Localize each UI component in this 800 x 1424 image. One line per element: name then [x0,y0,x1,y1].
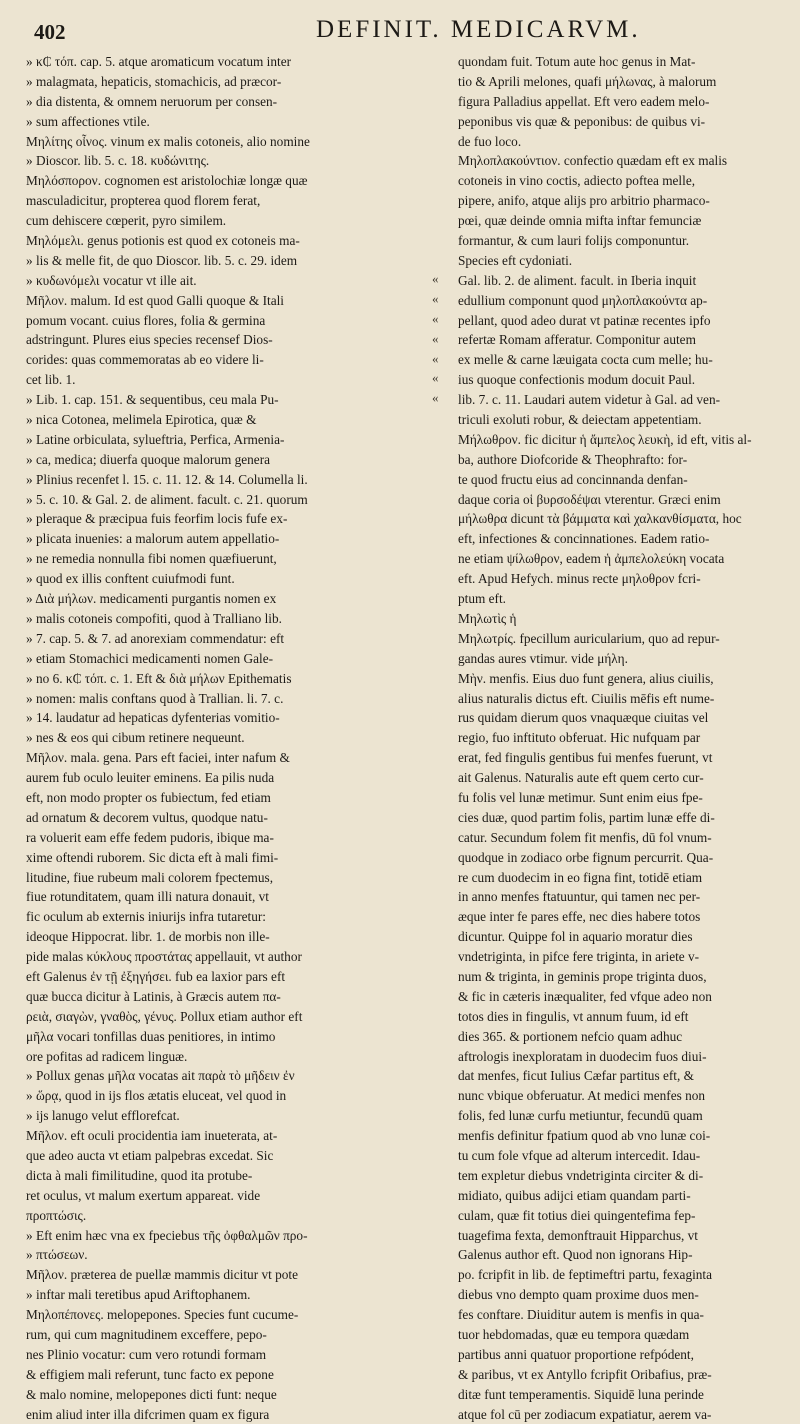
text-line: & fic in cæteris inæqualiter, fed vfque adeo non [458,988,712,1004]
text-line: pide malas κύκλους προστάτας appellauit, vt author [26,949,302,965]
text-line: regio, fuo inftituto obferuat. Hic nufquam par [458,730,701,746]
text-line: in anno menfes ftatuuntur, qui tamen nec per- [458,889,701,905]
text-line: » pleraque & præcipua fuis feorfim locis fufe ex- [26,511,288,527]
text-line: folis, fed lunæ curfu metiuntur, fecundū quam [458,1108,703,1124]
right-column [458,52,786,1422]
text-line: partibus anni quatuor proportione refpódent, [458,1346,694,1362]
text-line: tuor hebdomadas, quæ eu tempora quædam [458,1327,690,1342]
text-line: num & triginta, in geminis prope triginta duos, [458,968,707,984]
text-line: Galenus author eft. Quod non ignorans Hip- [458,1247,693,1263]
text-line: Μῆλον. præterea de puellæ mammis dicitur vt pote [26,1267,299,1283]
text-line: pipere, anifo, atque alijs pro arbitrio pharmaco- [458,193,710,209]
text-line: Μηλόμελι. genus potionis est quod ex cotoneis ma- [26,233,300,249]
text-line: tio & Aprili melones, quafi μήλωνας, à malorum [458,73,717,89]
text-line: eft Galenus ἐν τῇ ἐξηγήσει. fub ea laxior pars eft [26,968,286,984]
text-line: quondam fuit. Totum aute hoc genus in Mat- [458,54,696,69]
text-line: » ca, medica; diuerfa quoque malorum genera [26,451,271,467]
text-line: Μηλόσπορον. cognomen est aristolochiæ longæ quæ [26,173,308,189]
text-line: tuagefima fexta, demonftrauit Hipparchus, vt [458,1227,698,1243]
text-line: re cum duodecim in eo figna fint, totidē etiam [458,869,703,885]
text-line: Gal. lib. 2. de aliment. facult. in Iberia inquit [458,272,697,288]
text-line: » Dioscor. lib. 5. c. 18. κυδώνιτης. [26,153,210,169]
text-line: & malo nomine, melopepones dicti funt: neque [26,1386,277,1402]
text-line: ait Galenus. Naturalis aute eft quem certo cur- [458,770,704,786]
text-line: & paribus, vt ex Antyllo fcripfit Oribafius, præ- [458,1366,712,1382]
text-line: » 14. laudatur ad hepaticas dyfenterias vomitio- [26,710,280,726]
text-line: Μηλοπέπονες. melopepones. Species funt cucume- [26,1307,299,1323]
text-line: ideoque Hippocrat. libr. 1. de morbis non ille- [26,929,270,945]
text-line: Μηλωτρίς. fpecillum auricularium, quo ad repur- [458,630,720,646]
text-line: » πτώσεων. [26,1247,88,1263]
text-line: alius naturalis dictus eft. Ciuilis mēfis eft nume- [458,690,715,706]
text-line: » Pollux genas μῆλα vocatas ait παρὰ τὸ μῆδειν ἐν [26,1068,295,1084]
page-number: 402 [34,20,66,44]
text-line: » etiam Stomachici medicamenti nomen Gale- [26,650,274,666]
text-line: ad ornatum & decorem vultus, quodque natu- [26,809,268,825]
text-line: cum dehiscere cœperit, pyro similem. [26,213,227,229]
margin-quote-mark: « [432,370,439,386]
text-line: figura Palladius appellat. Eft vero eadem melo- [458,93,710,109]
text-line: diebus vno dempto quam proxime duos men- [458,1287,699,1303]
text-line: eft, infectiones & concinnationes. Eadem ratio- [458,531,710,547]
text-line: » Eft enim hæc vna ex fpeciebus τῆς ὀφθαλμῶν προ- [26,1227,308,1243]
text-line: ex melle & carne læuigata cocta cum melle; hu- [458,352,713,368]
text-line: ret oculus, vt malum exertum appareat. vide [26,1187,261,1203]
text-line: ne etiam ψίλωθρον, eadem ἡ ἀμπελολεύκη vocata [458,551,725,567]
text-line: προπτώσις. [26,1207,87,1223]
text-line: dicuntur. Quippe fol in aquario moratur dies [458,929,693,945]
text-line: te quod fructu eius ad concinnanda denfan- [458,471,688,487]
margin-quote-mark: « [432,390,439,406]
text-line: que adeo aucta vt etiam palpebras excedat. Sic [26,1147,274,1163]
text-line: erat, fed fingulis gentibus fui menfes fuerunt, vt [458,750,713,766]
page-header [26,12,786,50]
text-line: » malis cotoneis compofiti, quod à Tralliano lib. [26,610,282,626]
text-line: midiato, quibus adijci etiam quandam parti- [458,1187,691,1203]
text-line: quæ bucca dicitur à Latinis, à Græcis autem πα- [26,988,281,1004]
text-line: rum, qui cum magnitudinem exceffere, pepo- [26,1327,267,1342]
text-line: pœi, quæ deinde omnia mifta inftar femunciæ [458,213,702,229]
text-line: » Διὰ μήλων. medicamenti purgantis nomen ex [26,591,277,607]
text-line: » no 6. κ₵ τόπ. c. 1. Eft & διὰ μήλων Epithematis [26,670,292,686]
text-line: » inftar mali teretibus apud Ariftophanem. [26,1287,251,1303]
text-line: » nomen: malis conftans quod à Trallian. li. 7. c. [26,690,284,706]
text-line: ius quoque confectionis modum docuit Paul. [458,372,696,388]
text-line: Μὴν. menfis. Eius duo funt genera, alius ciuilis, [458,670,714,686]
text-line: & effigiem mali referunt, tunc facto ex pepone [26,1366,274,1382]
text-line: » Plinius recenfet l. 15. c. 11. 12. & 14. Columella li. [26,471,308,487]
margin-quote-mark: « [432,330,439,346]
text-line: pomum vocant. cuius flores, folia & germina [26,312,266,328]
text-line: æque inter fe pares effe, nec dies habere totos [458,909,701,925]
text-line: refertæ Romam afferatur. Componitur autem [458,332,696,348]
text-line: fes conftare. Diuiditur autem is menfis in qua- [458,1307,704,1323]
text-line: rus quidam dierum quos vnaquæque ciuitas vel [458,710,709,726]
text-line: Μηλωτὶς ἡ [458,610,517,626]
text-line: » nica Cotonea, melimela Epirotica, quæ & [26,412,257,428]
text-line: ore pofitas ad radicem linguæ. [26,1048,188,1064]
text-line: Species eft cydoniati. [458,252,573,268]
text-line: » κυδωνόμελι vocatur vt ille ait. [26,272,197,288]
text-line: totos dies in fingulis, vt annum fuum, id eft [458,1008,689,1024]
text-line: Μῆλον. mala. gena. Pars eft faciei, inter nafum & [26,750,290,766]
left-column [26,52,418,1422]
text-line: » ijs lanugo velut efflorefcat. [26,1108,180,1124]
text-line: » 5. c. 10. & Gal. 2. de aliment. facult. c. 21. quorum [26,491,308,507]
text-line: catur. Secundum folem fit menfis, dū fol vnum- [458,829,712,845]
text-line: » κ₵ τόπ. cap. 5. atque aromaticum vocatum inter [26,54,292,69]
running-head: DEFINIT. MEDICARVM. [316,16,641,43]
text-line: quodque in zodiaco orbe fignum percurrit. Qua- [458,849,714,865]
text-line: eft. Apud Hefych. minus recte μηλοθρον fcri- [458,571,701,587]
text-line: Μηλίτης οἶνος. vinum ex malis cotoneis, alio nomine [26,133,310,149]
text-line: ra voluerit eam effe fedem pudoris, ibique ma- [26,829,274,845]
text-line: de fuo loco. [458,133,522,149]
text-line: fiue rotunditatem, quam illi natura donauit, vt [26,889,269,905]
text-line: peponibus vis quæ & peponibus: de quibus vi- [458,113,706,129]
text-line: nes Plinio vocatur: cum vero rotundi formam [26,1346,267,1362]
text-line: vndetriginta, in pifce fere triginta, in ariete v- [458,949,700,965]
text-line: cotoneis in vino coctis, adiecto poftea melle, [458,173,696,189]
text-line: cet lib. 1. [26,372,76,388]
text-line: » plicata inuenies: a malorum autem appellatio- [26,531,280,547]
text-line: Μῆλον. eft oculi procidentia iam inueterata, at- [26,1128,278,1144]
text-line: tem expletur diebus vndetriginta circiter & di- [458,1167,704,1183]
text-line: » dia distenta, & omnem neruorum per consen- [26,93,278,109]
margin-quote-mark: « [432,270,439,286]
text-line: nunc vbique obferuatur. At medici menfes non [458,1088,706,1104]
text-line: » quod ex illis conftent cuiufmodi funt. [26,571,235,587]
text-line: » ὥρᾳ, quod in ijs flos ætatis eluceat, vel quod in [26,1088,287,1104]
text-line: μῆλα vocari tonfillas duas penitiores, in intimo [26,1028,276,1044]
text-line: dat menfes, ficut Iulius Cæfar partitus eft, & [458,1068,694,1084]
text-line: corides: quas commemoratas ab eo videre li- [26,352,264,368]
text-line: fic oculum ab externis iniurijs infra tutaretur: [26,909,267,925]
text-line: eft, non modo propter os fubiectum, fed etiam [26,789,271,805]
text-line: Μῆλον. malum. Id est quod Galli quoque & Itali [26,292,284,308]
margin-marks [432,52,454,1320]
text-line: dicta à mali fimilitudine, quod ita protube- [26,1167,253,1183]
text-line: daque coria οἱ βυρσοδέψαι vterentur. Græci enim [458,491,721,507]
text-line: ptum eft. [458,591,507,607]
margin-quote-mark: « [432,310,439,326]
text-line: μήλωθρα dicunt τὰ βάμματα καὶ χαλκανθίσματα, hoc [458,511,742,527]
text-line: pellant, quod adeo durat vt patinæ recentes ipfo [458,312,711,328]
text-line: tu cum fole vfque ad alterum intercedit. Idau- [458,1147,701,1163]
text-line: masculadicitur, propterea quod florem ferat, [26,193,261,209]
text-line: fu folis vel lunæ metimur. Sunt enim eius fpe- [458,789,703,805]
text-line: » malagmata, hepaticis, stomachicis, ad præcor- [26,73,282,89]
text-line: » lis & melle fit, de quo Dioscor. lib. 5. c. 29. idem [26,252,298,268]
text-line: ba, authore Diofcoride & Theophrafto: for- [458,451,688,467]
text-line: edullium componunt quod μηλοπλακούντα ap- [458,292,708,308]
text-line: po. fcripfit in lib. de feptimeftri partu, fexaginta [458,1267,713,1283]
text-line: xime oftendi ruborem. Sic dicta eft à mali fimi- [26,849,279,865]
text-line: » 7. cap. 5. & 7. ad anorexiam commendatur: eft [26,630,285,646]
text-line: » nes & eos qui cibum retinere nequeunt. [26,730,245,746]
text-line: cies duæ, quod partim folis, partim lunæ effe di- [458,809,715,825]
text-line: enim aliud inter illa difcrimen quam ex figura [26,1406,270,1422]
text-line: atque fol cū per zodiacum expatiatur, aerem va- [458,1406,712,1422]
text-line: triculi exoluti robur, & deiectam appetentiam. [458,412,702,428]
text-line: formantur, & cum lauri folijs componuntur. [458,233,690,249]
text-line: aftrologis inexploratam in duodecim fuos diui- [458,1048,707,1064]
text-line: » Lib. 1. cap. 151. & sequentibus, ceu mala Pu- [26,392,279,408]
margin-quote-mark: « [432,290,439,306]
text-line: » Latine orbiculata, sylueftria, Perfica, Armenia- [26,431,285,447]
text-line: » ne remedia nonnulla fibi nomen quæfiuerunt, [26,551,277,567]
text-line: dies 365. & portionem nefcio quam adhuc [458,1028,683,1044]
text-columns [26,52,786,1422]
text-line: lib. 7. c. 11. Laudari autem videtur à Gal. ad ven- [458,392,721,408]
text-line: ditæ funt temperamentis. Siquidē luna perinde [458,1386,704,1402]
text-line: menfis definitur fpatium quod ab vno lunæ coi- [458,1128,711,1144]
text-line: Μηλοπλακούντιον. confectio quædam eft ex malis [458,153,728,169]
text-line: gandas aures vtimur. vide μήλη. [458,650,628,666]
text-line: aurem fub oculo leuiter eminens. Ea pilis nuda [26,770,275,786]
text-line: ρειὰ, σιαγὼν, γναθὸς, γένυς. Pollux etiam author eft [26,1008,303,1024]
text-line: litudine, fiue rubeum mali colorem fpectemus, [26,869,274,885]
text-line: culam, quæ fit totius diei quingentefima fep- [458,1207,696,1223]
text-line: » sum affectiones vtile. [26,113,150,129]
text-line: adstringunt. Plures eius species recensef Dios- [26,332,273,348]
text-line: Μήλωθρον. fic dicitur ἡ ἄμπελος λευκὴ, id eft, vitis al- [458,431,752,447]
margin-quote-mark: « [432,350,439,366]
